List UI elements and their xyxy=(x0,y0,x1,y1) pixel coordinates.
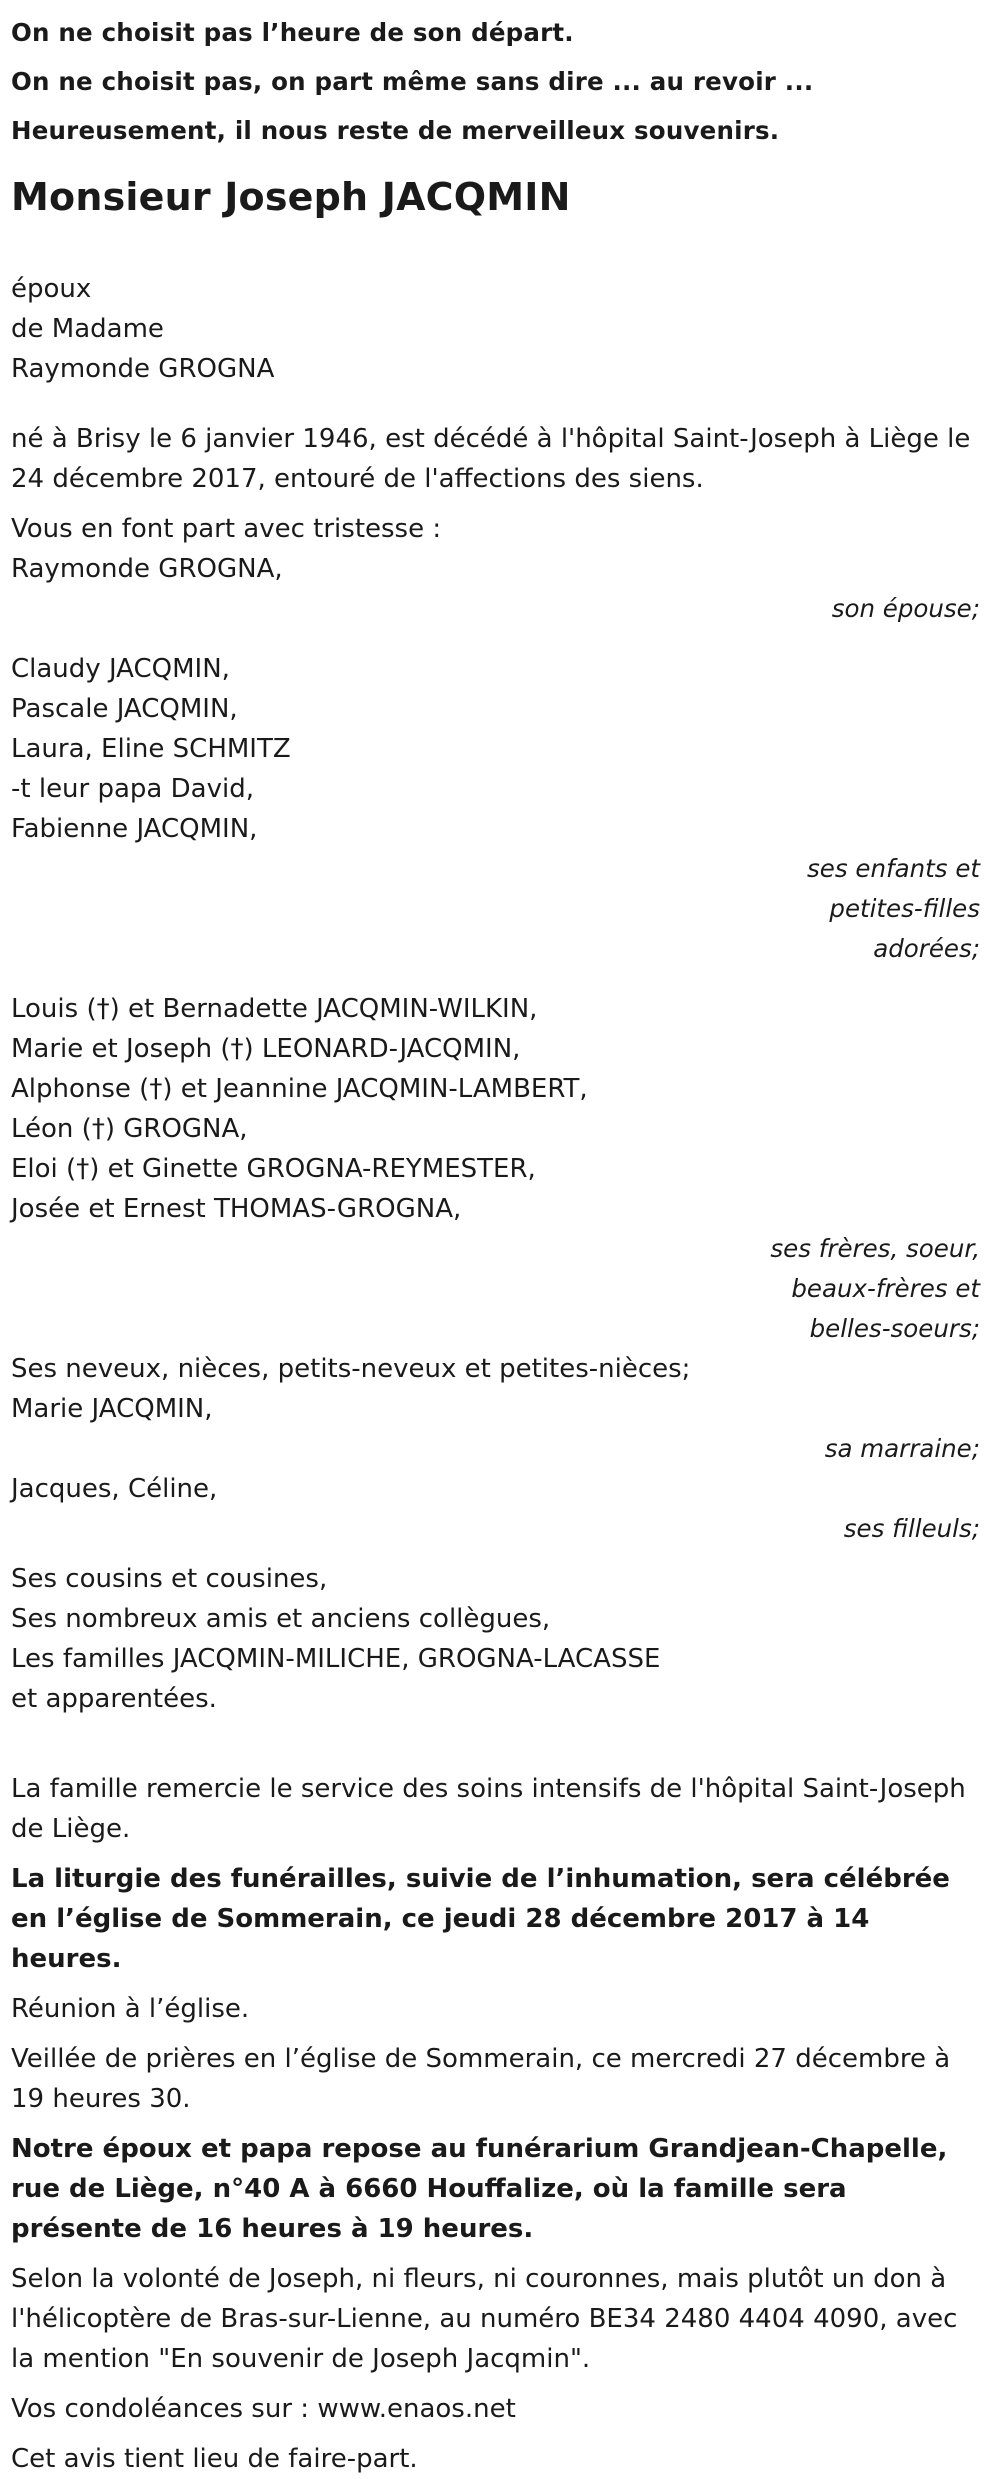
family-group-godmother xyxy=(11,1349,980,1429)
other-relative-line: Ses cousins et cousines, xyxy=(11,1564,328,1594)
spouse-line: Raymonde GROGNA xyxy=(11,354,275,384)
relation-label: ses frères, soeur, xyxy=(770,1234,980,1263)
relation-label: belles-soeurs; xyxy=(809,1314,980,1343)
family-name: Fabienne JACQMIN, xyxy=(11,814,258,844)
thanks-text: La famille remercie le service des soins intensifs de l'hôpital Saint-Joseph de Liège. xyxy=(11,1774,966,1844)
spouse-block xyxy=(11,269,980,389)
family-name: Josée et Ernest THOMAS-GROGNA, xyxy=(11,1194,462,1224)
spouse-line: de Madame xyxy=(11,314,164,344)
family-name: Marie et Joseph (†) LEONARD-JACQMIN, xyxy=(11,1034,521,1064)
family-name: Alphonse (†) et Jeannine JACQMIN-LAMBERT, xyxy=(11,1074,588,1104)
intro-line: Heureusement, il nous reste de merveilleux souvenirs. xyxy=(11,116,780,145)
relation-siblings xyxy=(11,1229,980,1349)
relation-label: petites-filles xyxy=(829,894,980,923)
closing-text: Cet avis tient lieu de faire-part. xyxy=(11,2444,418,2474)
meeting-text: Réunion à l’église. xyxy=(11,1994,250,2024)
donation-text: Selon la volonté de Joseph, ni fleurs, ni couronnes, mais plutôt un don à l'hélicoptère de Bras-sur-Lienne, au numéro BE34 2480 4404 4090, avec la mention "En souvenir de Joseph Jacqmin". xyxy=(11,2264,958,2374)
family-name: Marie JACQMIN, xyxy=(11,1394,213,1424)
family-name: Eloi (†) et Ginette GROGNA-REYMESTER, xyxy=(11,1154,536,1184)
birth-death-text: né à Brisy le 6 janvier 1946, est décédé à l'hôpital Saint-Joseph à Liège le 24 décembre 2017, entouré de l'affections des siens. xyxy=(11,424,971,494)
other-relative-line: et apparentées. xyxy=(11,1684,217,1714)
family-name: Jacques, Céline, xyxy=(11,1474,218,1504)
family-group-children xyxy=(11,649,980,849)
funeral-home-text: Notre époux et papa repose au funérarium Grandjean-Chapelle, rue de Liège, n°40 A à 6660 Houffalize, où la famille sera présente de 16 heures à 19 heures. xyxy=(11,2134,948,2244)
deceased-name: Monsieur Joseph JACQMIN xyxy=(11,175,571,219)
relation-label: adorées; xyxy=(873,934,980,963)
family-name: Louis (†) et Bernadette JACQMIN-WILKIN, xyxy=(11,994,538,1024)
relation-children xyxy=(11,849,980,969)
relation-label: son épouse; xyxy=(831,594,980,623)
other-relative-line: Les familles JACQMIN-MILICHE, GROGNA-LACASSE xyxy=(11,1644,661,1674)
family-group-siblings xyxy=(11,989,980,1229)
relation-godchildren xyxy=(11,1509,980,1549)
spouse-line: époux xyxy=(11,274,92,304)
relation-spouse xyxy=(11,589,980,629)
intro-line: On ne choisit pas, on part même sans dire ... au revoir ... xyxy=(11,67,814,96)
family-group-godchildren xyxy=(11,1469,980,1509)
family-name: Léon (†) GROGNA, xyxy=(11,1114,248,1144)
relation-label: ses enfants et xyxy=(807,854,980,883)
funeral-text: La liturgie des funérailles, suivie de l’inhumation, sera célébrée en l’église de Sommerain, ce jeudi 28 décembre 2017 à 14 heures. xyxy=(11,1864,950,1974)
family-name: Raymonde GROGNA, xyxy=(11,554,283,584)
relation-label: beaux-frères et xyxy=(791,1274,980,1303)
family-name: Laura, Eline SCHMITZ xyxy=(11,734,291,764)
announcement-text: Vous en font part avec tristesse : xyxy=(11,514,442,544)
other-relative-line: Ses nombreux amis et anciens collègues, xyxy=(11,1604,551,1634)
family-name: Claudy JACQMIN, xyxy=(11,654,230,684)
other-relatives xyxy=(11,1559,980,1719)
family-name: Ses neveux, nièces, petits-neveux et petites-nièces; xyxy=(11,1354,691,1384)
relation-label: sa marraine; xyxy=(824,1434,980,1463)
relation-godmother xyxy=(11,1429,980,1469)
vigil-text: Veillée de prières en l’église de Sommerain, ce mercredi 27 décembre à 19 heures 30. xyxy=(11,2044,951,2114)
intro-verse xyxy=(11,8,980,155)
condolences-text: Vos condoléances sur : www.enaos.net xyxy=(11,2394,516,2424)
family-name: -t leur papa David, xyxy=(11,774,254,804)
intro-line: On ne choisit pas l’heure de son départ. xyxy=(11,18,574,47)
family-name: Pascale JACQMIN, xyxy=(11,694,238,724)
relation-label: ses filleuls; xyxy=(843,1514,980,1543)
family-group-spouse xyxy=(11,549,980,589)
